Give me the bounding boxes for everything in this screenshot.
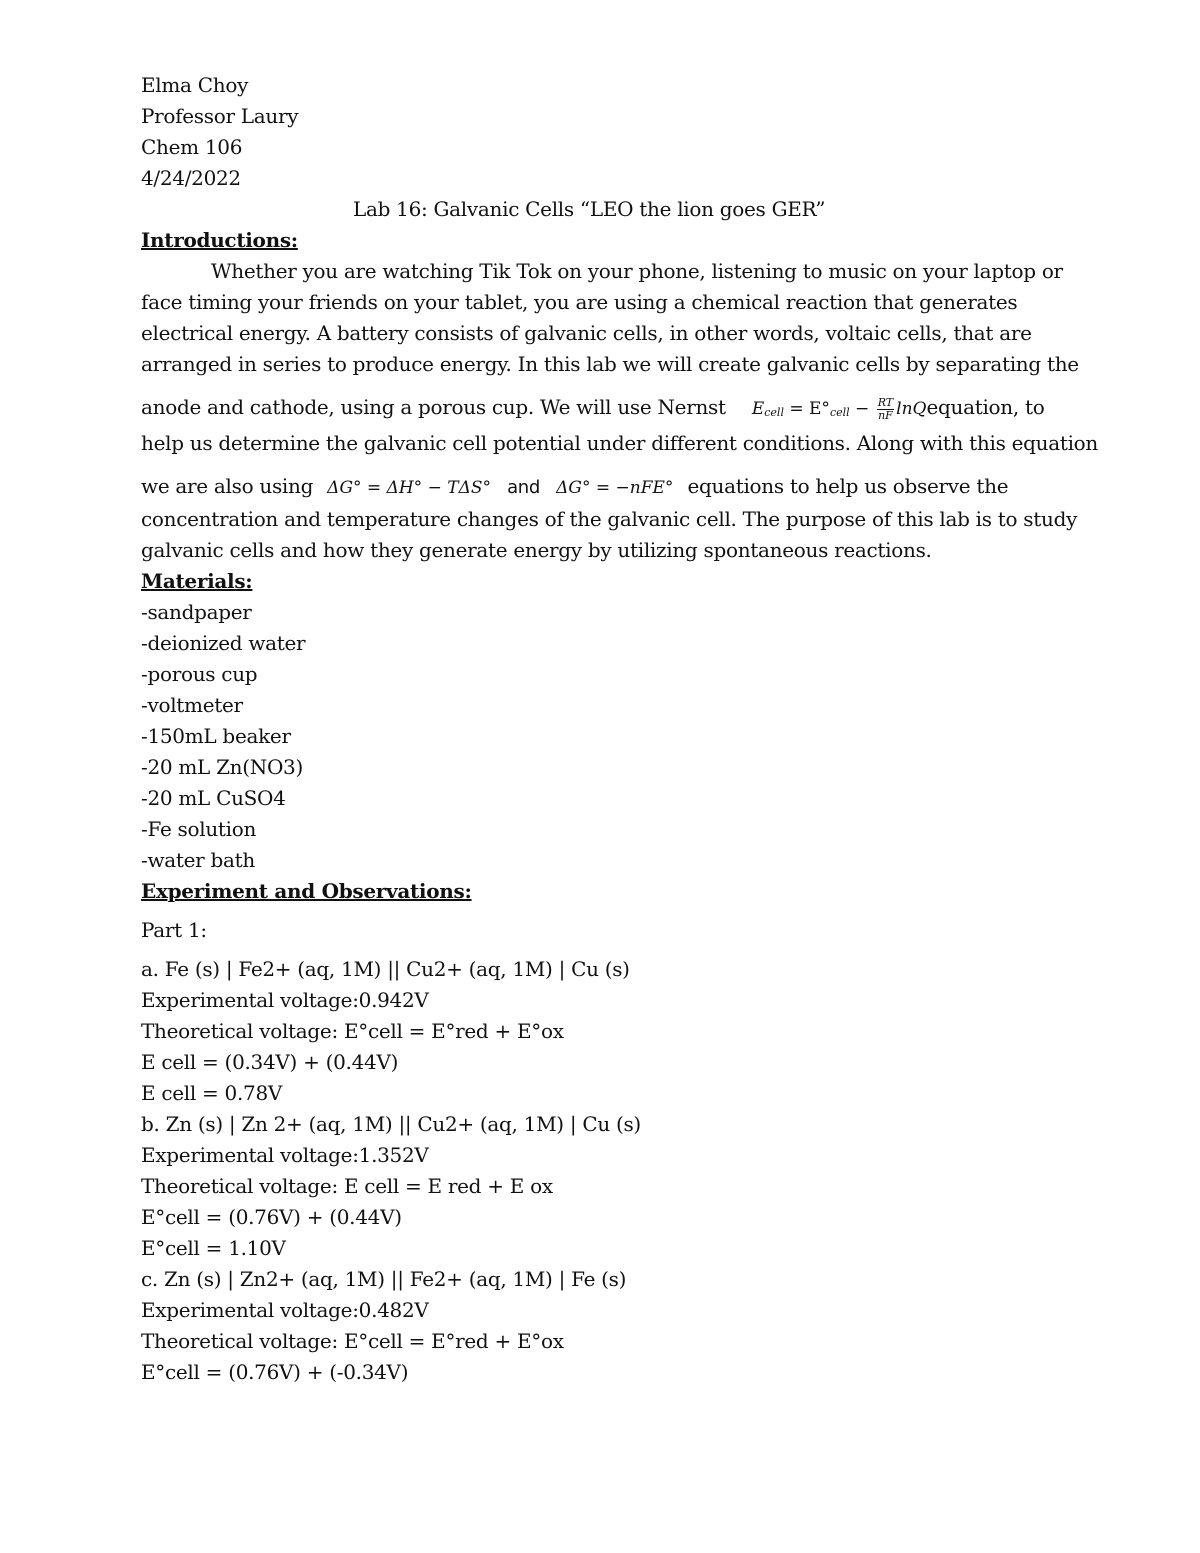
- material-item: -Fe solution: [141, 817, 257, 841]
- intro-line-1: Whether you are watching Tik Tok on your phone, listening to music on your laptop or: [211, 259, 1063, 283]
- experiment-line: Experimental voltage:0.942V: [141, 988, 429, 1012]
- gibbs-equation-1: ΔG° = ΔH° − TΔS°: [327, 478, 491, 498]
- experiment-line: E cell = 0.78V: [141, 1081, 283, 1105]
- material-item: -voltmeter: [141, 693, 243, 717]
- experiment-part-label: Part 1:: [141, 918, 207, 942]
- material-item: -20 mL Zn(NO3): [141, 755, 303, 779]
- experiment-line: c. Zn (s) | Zn2+ (aq, 1M) || Fe2+ (aq, 1M) | Fe (s): [141, 1267, 627, 1291]
- experiment-line: Theoretical voltage: E°cell = E°red + E°ox: [141, 1019, 564, 1043]
- material-item: -porous cup: [141, 662, 258, 686]
- intro-line-8: concentration and temperature changes of the galvanic cell. The purpose of this lab is to study: [141, 507, 1078, 531]
- material-item: -water bath: [141, 848, 255, 872]
- material-item: -deionized water: [141, 631, 306, 655]
- professor-name: Professor Laury: [141, 104, 299, 128]
- intro-line-6: help us determine the galvanic cell potential under different conditions. Along with this equation: [141, 431, 1099, 455]
- document-date: 4/24/2022: [141, 166, 241, 190]
- material-item: -20 mL CuSO4: [141, 786, 286, 810]
- experiment-line: E°cell = (0.76V) + (0.44V): [141, 1205, 402, 1229]
- experiment-line: b. Zn (s) | Zn 2+ (aq, 1M) || Cu2+ (aq, 1M) | Cu (s): [141, 1112, 641, 1136]
- experiment-line: E°cell = (0.76V) + (-0.34V): [141, 1360, 409, 1384]
- materials-heading: Materials:: [141, 569, 253, 593]
- intro-nernst-before: anode and cathode, using a porous cup. We will use Nernst: [141, 395, 726, 419]
- intro-line-2: face timing your friends on your tablet, you are using a chemical reaction that generates: [141, 290, 1018, 314]
- experiment-line: Experimental voltage:0.482V: [141, 1298, 429, 1322]
- intro-eq-before: we are also using: [141, 474, 314, 498]
- gibbs-equation-2: ΔG° = −nFE°: [556, 478, 674, 498]
- experiment-line: E cell = (0.34V) + (0.44V): [141, 1050, 399, 1074]
- document-body: [141, 70, 1099, 1388]
- experiment-line: E°cell = 1.10V: [141, 1236, 286, 1260]
- material-item: -sandpaper: [141, 600, 252, 624]
- experiment-line: a. Fe (s) | Fe2+ (aq, 1M) || Cu2+ (aq, 1M) | Cu (s): [141, 957, 630, 981]
- intro-line-7: [141, 471, 1061, 504]
- intro-line-4: arranged in series to produce energy. In this lab we will create galvanic cells by separating the: [141, 352, 1079, 376]
- intro-line-5: [141, 392, 1061, 428]
- document-title: Lab 16: Galvanic Cells “LEO the lion goes GER”: [353, 197, 826, 221]
- introduction-heading: Introductions:: [141, 228, 298, 252]
- experiment-line: Theoretical voltage: E cell = E red + E ox: [141, 1174, 553, 1198]
- intro-line-3: electrical energy. A battery consists of galvanic cells, in other words, voltaic cells, that are: [141, 321, 1032, 345]
- material-item: -150mL beaker: [141, 724, 291, 748]
- author-name: Elma Choy: [141, 73, 249, 97]
- intro-eq-after: equations to help us observe the: [687, 474, 1009, 498]
- experiment-heading: Experiment and Observations:: [141, 879, 472, 903]
- intro-eq-and: and: [507, 477, 541, 498]
- experiment-line: Theoretical voltage: E°cell = E°red + E°ox: [141, 1329, 564, 1353]
- course-name: Chem 106: [141, 135, 243, 159]
- nernst-equation: Ecell = E°cell − $\frac{RT}{nF}$ lnQ: [751, 396, 927, 422]
- experiment-line: Experimental voltage:1.352V: [141, 1143, 429, 1167]
- intro-nernst-after: equation, to: [926, 395, 1045, 419]
- intro-line-9: galvanic cells and how they generate energy by utilizing spontaneous reactions.: [141, 538, 932, 562]
